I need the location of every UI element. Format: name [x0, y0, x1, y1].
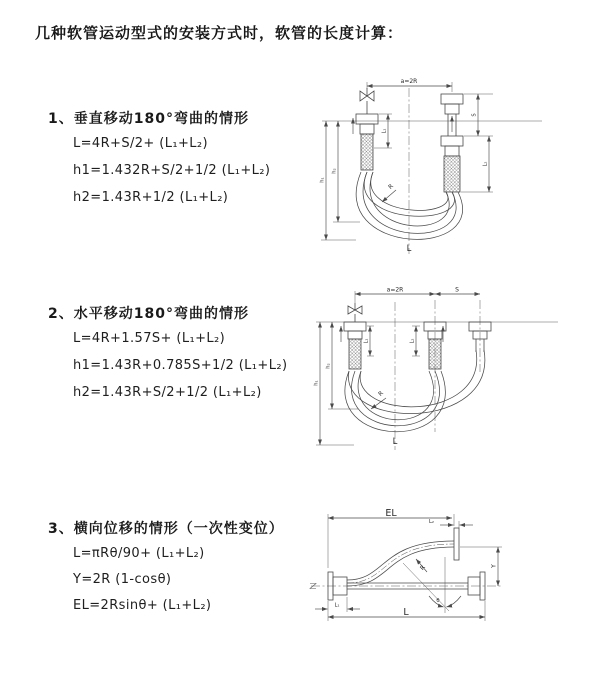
dim-label-h2: h₂ [331, 168, 338, 174]
diagram-vertical-180-bend [312, 70, 552, 262]
section-3-formula-y: Y=2R (1-cosθ) [73, 572, 172, 587]
dim-label-l-total: L [392, 437, 398, 447]
dimension-lines [315, 518, 498, 617]
dim-label-l2: L₂ [482, 161, 489, 167]
dim-label-s: S [455, 286, 459, 294]
section-2-formula-h2: h2=1.43R+S/2+1/2 (L₁+L₂) [73, 385, 262, 400]
section-2-heading: 2、水平移动180°弯曲的情形 [48, 306, 249, 322]
dim-label-l2: L₂ [429, 519, 434, 525]
dim-label-y: Y [490, 564, 498, 568]
section-1-heading: 1、垂直移动180°弯曲的情形 [48, 111, 249, 127]
section-3-formula-el: EL=2Rsinθ+ (L₁+L₂) [73, 598, 212, 613]
dim-label-l2: L₂ [409, 338, 416, 344]
right-braid-section [444, 156, 460, 192]
hose-assembly [356, 88, 463, 239]
dim-label-h1: h₁ [319, 177, 326, 183]
dimension-lines [326, 86, 489, 240]
u-bend-hoses [345, 350, 485, 432]
mid-braid-section [429, 339, 441, 369]
dim-label-l1: L₁ [334, 602, 340, 609]
section-1-formula-h2: h2=1.43R+1/2 (L₁+L₂) [73, 190, 229, 205]
page-title: 几种软管运动型式的安装方式时，软管的长度计算： [35, 24, 404, 42]
section-2-formula-l: L=4R+1.57S+ (L₁+L₂) [73, 331, 226, 346]
dim-label-l-total: L [403, 607, 409, 618]
valve-icon [348, 303, 362, 322]
dim-label-h2: h₂ [325, 363, 332, 369]
dim-label-l1: L₁ [381, 128, 388, 134]
dim-label-theta: θ [436, 598, 440, 604]
section-2-formula-h1: h1=1.43R+0.785S+1/2 (L₁+L₂) [73, 358, 288, 373]
section-3-formula-l: L=πRθ/90+ (L₁+L₂) [73, 546, 205, 561]
displaced-hose [347, 541, 454, 586]
left-braid-section [349, 339, 361, 369]
left-braid-section [361, 134, 373, 170]
dimension-lines [320, 294, 480, 445]
valve-icon [360, 88, 374, 114]
right-flange-top [441, 94, 463, 104]
dim-label-r: R [418, 564, 427, 572]
dim-label-l-total: L [406, 244, 412, 254]
centerlines [313, 291, 558, 450]
section-3-heading: 3、横向位移的情形（一次性变位） [48, 521, 284, 537]
dim-label-l1: L₁ [363, 338, 370, 344]
diagram-lateral-displacement [303, 505, 595, 655]
left-flange [344, 322, 366, 331]
dim-label-r: R [377, 389, 385, 398]
diagram-horizontal-180-bend [308, 282, 568, 457]
dim-label-r: R [387, 182, 395, 191]
dim-label-a2r: a=2R [400, 78, 418, 85]
section-1-formula-h1: h1=1.432R+S/2+1/2 (L₁+L₂) [73, 163, 271, 178]
centerlines [321, 82, 542, 254]
dim-label-a2r: a=2R [386, 286, 404, 294]
upper-flange [454, 528, 459, 560]
left-flange [356, 114, 378, 124]
section-1-formula-l: L=4R+S/2+ (L₁+L₂) [73, 136, 209, 151]
right-flange-mid [441, 136, 463, 146]
hose-assembly [328, 528, 485, 600]
dim-label-el: EL [385, 508, 397, 519]
dim-label-h1: h₁ [313, 380, 320, 386]
dim-label-s: S [471, 113, 478, 117]
hose-assembly [344, 303, 491, 432]
